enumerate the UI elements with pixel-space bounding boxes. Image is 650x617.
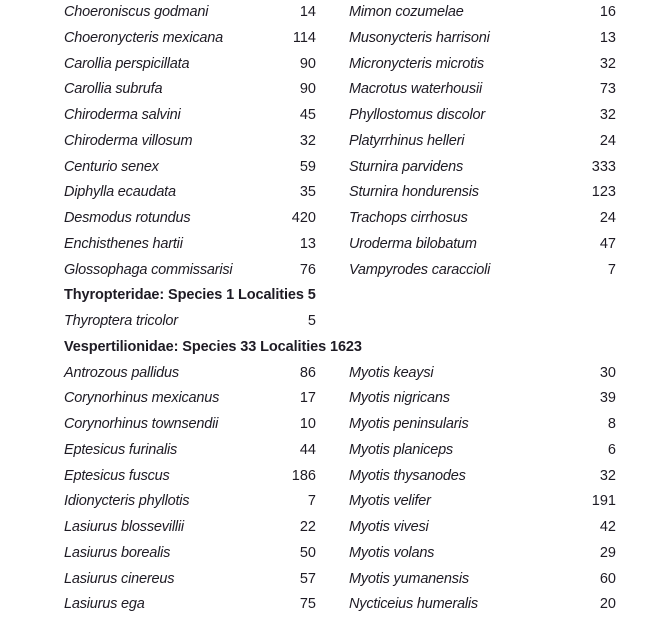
locality-count: 90: [299, 55, 316, 72]
locality-count: 57: [299, 570, 316, 587]
species-name: Trachops cirrhosus: [349, 210, 468, 226]
locality-count: 7: [307, 493, 316, 510]
locality-count: 420: [291, 210, 316, 226]
species-name: Carollia subrufa: [64, 81, 163, 98]
species-name: Chiroderma villosum: [64, 132, 193, 149]
species-name: Glossophaga commissarisi: [64, 261, 233, 278]
locality-count: 8: [607, 416, 616, 432]
locality-count: 24: [599, 210, 616, 226]
locality-count: 75: [299, 596, 316, 613]
table-row: [0, 488, 650, 514]
species-name: Sturnira parvidens: [349, 158, 464, 175]
locality-count: 50: [299, 544, 316, 561]
locality-count: 13: [599, 29, 616, 46]
table-row: [0, 437, 650, 463]
species-name: Musonycteris harrisoni: [349, 29, 490, 46]
locality-count: 73: [599, 81, 616, 98]
locality-count: 114: [292, 29, 316, 46]
table-row: [0, 591, 650, 617]
locality-count: 333: [591, 158, 616, 175]
locality-count: 47: [599, 235, 616, 252]
species-name: Myotis planiceps: [349, 441, 453, 458]
table-row: [0, 0, 650, 25]
locality-count: 10: [299, 416, 316, 432]
species-name: Antrozous pallidus: [64, 364, 179, 381]
table-row: [0, 128, 650, 154]
locality-count: 32: [599, 467, 616, 484]
table-row: [0, 231, 650, 257]
species-name: Eptesicus fuscus: [64, 467, 170, 484]
locality-count: 45: [299, 107, 316, 123]
species-name: Macrotus waterhousii: [349, 81, 482, 98]
table-row: [0, 25, 650, 51]
species-name: Chiroderma salvini: [64, 107, 181, 123]
species-name: Idionycteris phyllotis: [64, 493, 190, 510]
species-name: Choeroniscus godmani: [64, 4, 209, 20]
species-name: Phyllostomus discolor: [349, 107, 486, 123]
table-row: [0, 102, 650, 128]
species-name: Myotis thysanodes: [349, 467, 466, 484]
locality-count: 13: [299, 235, 316, 252]
locality-count: 32: [299, 132, 316, 149]
locality-count: 20: [599, 596, 616, 613]
species-name: Lasiurus borealis: [64, 544, 171, 561]
locality-count: 14: [299, 4, 316, 20]
table-row: [0, 411, 650, 437]
family-header-vespertilionidae: Vespertilionidae: Species 33 Localities 1623: [64, 338, 362, 355]
locality-count: 30: [599, 364, 616, 381]
table-row: [0, 360, 650, 386]
locality-count: 39: [599, 390, 616, 407]
species-name: Myotis volans: [349, 544, 435, 561]
table-row: [0, 540, 650, 566]
locality-count: 42: [599, 519, 616, 535]
species-name: Platyrrhinus helleri: [349, 132, 465, 149]
species-name: Desmodus rotundus: [64, 210, 191, 226]
locality-count: 5: [307, 313, 316, 329]
locality-count: 60: [599, 570, 616, 587]
locality-count: 90: [299, 81, 316, 98]
locality-count: 17: [299, 390, 316, 407]
table-row: [0, 566, 650, 592]
species-name: Thyroptera tricolor: [64, 313, 178, 329]
species-name: Sturnira hondurensis: [349, 184, 479, 201]
species-name: Lasiurus ega: [64, 596, 145, 613]
species-name: Enchisthenes hartii: [64, 235, 183, 252]
species-name: Diphylla ecaudata: [64, 184, 176, 201]
table-row: [0, 308, 650, 334]
species-name: Corynorhinus townsendii: [64, 416, 219, 432]
species-name: Myotis peninsularis: [349, 416, 469, 432]
table-row: [0, 76, 650, 102]
locality-count: 76: [299, 261, 316, 278]
locality-count: 6: [607, 441, 616, 458]
locality-count: 59: [299, 158, 316, 175]
locality-count: 7: [607, 261, 616, 278]
table-row: [0, 257, 650, 283]
locality-count: 32: [599, 55, 616, 72]
species-name: Myotis vivesi: [349, 519, 429, 535]
species-name: Corynorhinus mexicanus: [64, 390, 220, 407]
species-name: Eptesicus furinalis: [64, 441, 178, 458]
species-name: Myotis keaysi: [349, 364, 434, 381]
locality-count: 29: [599, 544, 616, 561]
species-name: Uroderma bilobatum: [349, 235, 477, 252]
table-row: [0, 51, 650, 77]
species-name: Lasiurus cinereus: [64, 570, 175, 587]
locality-count: 22: [299, 519, 316, 535]
species-name: Micronycteris microtis: [349, 55, 484, 72]
table-row: [0, 154, 650, 180]
locality-count: 186: [291, 467, 316, 484]
species-name: Mimon cozumelae: [349, 4, 464, 20]
species-name: Lasiurus blossevillii: [64, 519, 184, 535]
species-name: Vampyrodes caraccioli: [349, 261, 491, 278]
table-row: [0, 385, 650, 411]
species-name: Myotis yumanensis: [349, 570, 469, 587]
locality-count: 86: [299, 364, 316, 381]
species-name: Nycticeius humeralis: [349, 596, 478, 613]
table-row: [0, 463, 650, 489]
species-name: Centurio senex: [64, 158, 159, 175]
locality-count: 44: [299, 441, 316, 458]
locality-count: 35: [299, 184, 316, 201]
table-row: [0, 205, 650, 231]
family-header-thyropteridae: Thyropteridae: Species 1 Localities 5: [64, 287, 316, 304]
table-row: [0, 514, 650, 540]
species-name: Carollia perspicillata: [64, 55, 190, 72]
locality-count: 32: [599, 107, 616, 123]
locality-count: 191: [591, 493, 616, 510]
species-name: Choeronycteris mexicana: [64, 29, 223, 46]
table-row: [0, 179, 650, 205]
species-name: Myotis nigricans: [349, 390, 450, 407]
locality-count: 16: [599, 4, 616, 20]
locality-count: 24: [599, 132, 616, 149]
species-name: Myotis velifer: [349, 493, 431, 510]
locality-count: 123: [591, 184, 616, 201]
